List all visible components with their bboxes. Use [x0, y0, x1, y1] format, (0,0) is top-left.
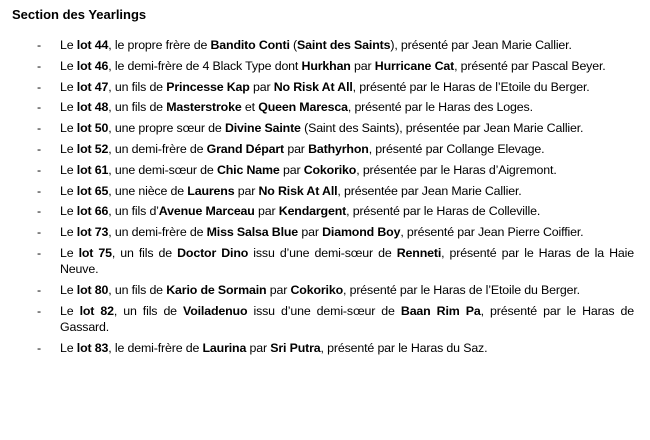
- list-item: [0, 203, 650, 219]
- list-bullet: -: [37, 38, 41, 52]
- text: , présenté par Pascal Beyer.: [454, 58, 606, 73]
- list-item: [0, 282, 650, 298]
- text: par: [266, 282, 291, 297]
- text: par: [249, 79, 274, 94]
- bold-text: lot 44: [76, 38, 109, 52]
- bold-text: Grand Départ: [206, 141, 285, 156]
- list-bullet: -: [37, 183, 41, 198]
- text: par: [279, 162, 304, 177]
- list-bullet: -: [37, 204, 41, 219]
- text: , un fils de: [108, 282, 167, 297]
- text: , le demi-frère de 4 Black Type dont: [108, 58, 302, 73]
- bold-text: lot 82: [79, 303, 114, 318]
- list-item: [0, 120, 650, 136]
- bold-text: No Risk At All: [258, 183, 338, 198]
- text: issu d’une demi-sœur de: [248, 245, 397, 260]
- bold-text: lot 75: [78, 245, 112, 260]
- text: par: [350, 58, 375, 73]
- yearling-list: [0, 37, 650, 361]
- bold-text: lot 61: [76, 162, 109, 177]
- list-item: [0, 183, 650, 199]
- text: Le: [60, 58, 77, 73]
- bold-text: Hurkhan: [301, 58, 351, 73]
- text: , le demi-frère de: [108, 340, 203, 355]
- list-item: [0, 162, 650, 178]
- text: , le propre frère de: [108, 38, 211, 52]
- text: Le: [60, 340, 77, 355]
- bold-text: Laurens: [187, 183, 235, 198]
- text: Le: [60, 121, 77, 136]
- list-bullet: -: [37, 100, 41, 115]
- bold-text: lot 65: [76, 183, 109, 198]
- list-item: [0, 37, 650, 53]
- bold-text: lot 52: [76, 141, 109, 156]
- text: , un fils d’: [108, 204, 159, 219]
- bold-text: Chic Name: [216, 162, 280, 177]
- text: , présentée par Jean Marie Callier.: [337, 183, 522, 198]
- bold-text: Kario de Sormain: [166, 282, 267, 297]
- text: issu d’une demi-sœur de: [247, 303, 401, 318]
- text: , présenté par le Haras du Saz.: [320, 340, 488, 355]
- bold-text: No Risk At All: [273, 79, 353, 94]
- list-item: [0, 99, 650, 115]
- bold-text: Kendargent: [278, 204, 347, 219]
- bold-text: Masterstroke: [166, 100, 242, 115]
- bold-text: Divine Sainte: [224, 121, 301, 136]
- text: , une propre sœur de: [108, 121, 225, 136]
- list-item: [0, 303, 650, 335]
- text: , présenté par le Haras des Loges.: [347, 100, 533, 115]
- list-item: [0, 79, 650, 95]
- text: (: [289, 38, 298, 52]
- bold-text: Baan Rim Pa: [400, 303, 481, 318]
- bold-text: lot 50: [76, 121, 109, 136]
- text: Le: [60, 245, 79, 260]
- bold-text: Hurricane Cat: [374, 58, 455, 73]
- text: Le: [60, 303, 80, 318]
- text: Le: [60, 100, 77, 115]
- list-item: [0, 58, 650, 74]
- text: , un fils de: [108, 79, 167, 94]
- bold-text: Sri Putra: [270, 340, 321, 355]
- bold-text: Saint des Saints: [297, 38, 391, 52]
- bold-text: Diamond Boy: [322, 225, 401, 240]
- bold-text: Cokoriko: [290, 282, 343, 297]
- list-bullet: -: [37, 340, 41, 355]
- bold-text: lot 83: [76, 340, 109, 355]
- list-item: [0, 141, 650, 157]
- list-bullet: -: [37, 141, 41, 156]
- text: Le: [60, 204, 77, 219]
- bold-text: Laurina: [202, 340, 247, 355]
- text: Le: [60, 162, 77, 177]
- text: , un demi-frère de: [108, 225, 207, 240]
- list-bullet: -: [37, 162, 41, 177]
- text: (Saint des Saints), présentée par Jean Marie Callier.: [300, 121, 584, 136]
- text: Le: [60, 38, 77, 52]
- text: et: [241, 100, 259, 115]
- list-bullet: -: [37, 303, 41, 318]
- bold-text: Cokoriko: [303, 162, 357, 177]
- bold-text: Avenue Marceau: [158, 204, 255, 219]
- bold-text: Miss Salsa Blue: [206, 225, 299, 240]
- text: , un fils de: [113, 303, 184, 318]
- text: , un fils de: [111, 245, 178, 260]
- text: , un fils de: [108, 100, 167, 115]
- bold-text: Renneti: [396, 245, 442, 260]
- text: , une nièce de: [108, 183, 188, 198]
- list-bullet: -: [37, 121, 41, 136]
- list-item: [0, 224, 650, 240]
- list-bullet: -: [37, 225, 41, 240]
- bold-text: lot 46: [76, 58, 109, 73]
- list-item: [0, 340, 650, 356]
- bold-text: lot 80: [76, 282, 109, 297]
- bold-text: lot 48: [76, 100, 109, 115]
- text: Le: [60, 79, 77, 94]
- bold-text: Princesse Kap: [166, 79, 250, 94]
- text: Le: [60, 225, 77, 240]
- section-heading: Section des Yearlings: [12, 7, 147, 22]
- text: , présenté par le Haras de l’Etoile du Berger.: [343, 282, 580, 297]
- list-bullet: -: [37, 282, 41, 297]
- list-bullet: -: [37, 79, 41, 94]
- list-bullet: -: [37, 245, 41, 260]
- text: , présenté par le Haras de la Haie Neuve.: [60, 245, 634, 277]
- text: , présenté par Jean Pierre Coiffier.: [400, 225, 584, 240]
- text: par: [298, 225, 323, 240]
- text: Le: [60, 282, 77, 297]
- text: , présenté par Collange Elevage.: [368, 141, 545, 156]
- text: , présenté par le Haras de Colleville.: [346, 204, 541, 219]
- text: Le: [60, 141, 77, 156]
- text: par: [246, 340, 271, 355]
- bold-text: Queen Maresca: [258, 100, 348, 115]
- bold-text: lot 47: [76, 79, 109, 94]
- text: ), présenté par Jean Marie Callier.: [390, 38, 572, 52]
- text: par: [284, 141, 309, 156]
- bold-text: lot 66: [76, 204, 109, 219]
- bold-text: lot 73: [76, 225, 109, 240]
- text: , présenté par le Haras de Gassard.: [60, 303, 634, 334]
- text: , une demi-sœur de: [108, 162, 217, 177]
- text: , présenté par le Haras de l’Etoile du Berger.: [352, 79, 590, 94]
- bold-text: Doctor Dino: [177, 245, 249, 260]
- list-bullet: -: [37, 58, 41, 73]
- bold-text: Bathyrhon: [308, 141, 369, 156]
- list-item: [0, 245, 650, 277]
- text: , un demi-frère de: [108, 141, 207, 156]
- text: Le: [60, 183, 77, 198]
- bold-text: Voiladenuo: [183, 303, 248, 318]
- text: par: [234, 183, 259, 198]
- bold-text: Bandito Conti: [210, 38, 290, 52]
- text: par: [254, 204, 279, 219]
- text: , présentée par le Haras d’Aigremont.: [356, 162, 557, 177]
